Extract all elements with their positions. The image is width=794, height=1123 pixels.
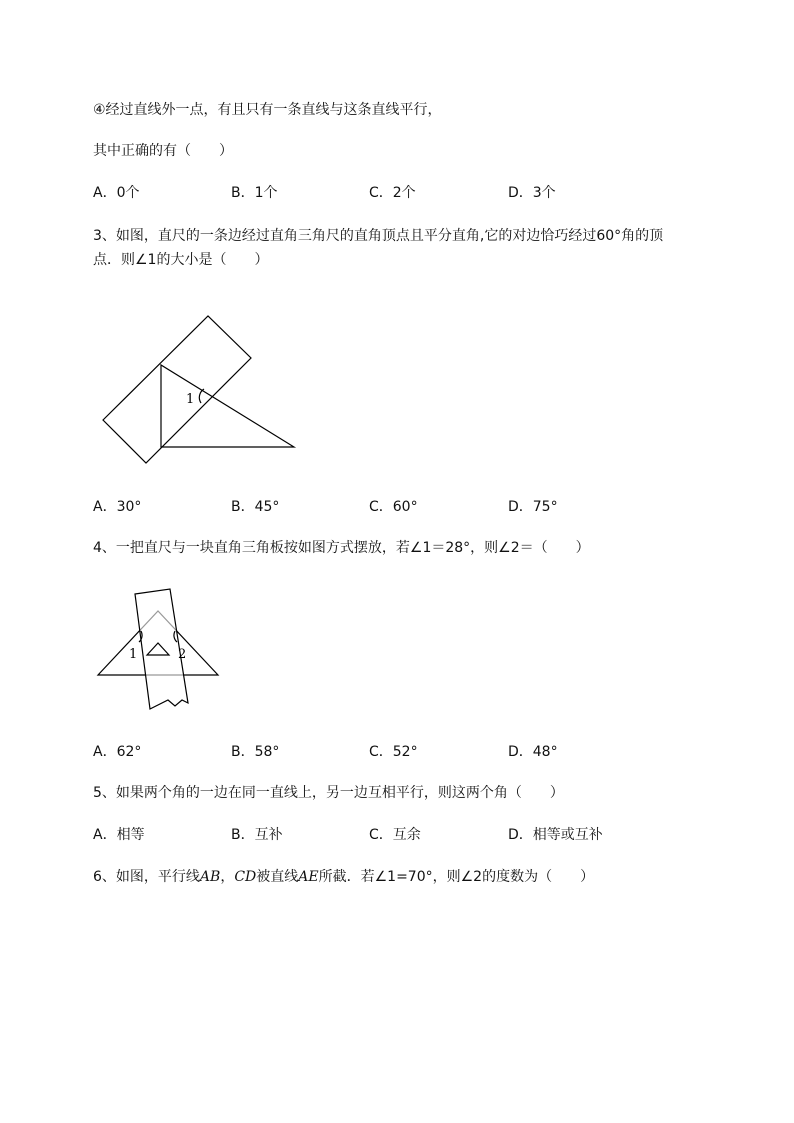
q3-angle-label: 1 — [186, 392, 195, 407]
q2-prompt: 其中正确的有（ ） — [93, 143, 233, 159]
q6-line-ae: AE — [298, 869, 319, 885]
q6-line-ab: AB — [199, 869, 221, 885]
q5-option-d[interactable]: D．相等或互补 — [508, 827, 603, 843]
q4-angle-label-2: 2 — [178, 647, 187, 662]
q4-angle-label-1: 1 — [129, 647, 138, 662]
q5-option-c[interactable]: C．互余 — [369, 827, 421, 843]
q4-option-c[interactable]: C．52° — [369, 744, 418, 760]
q3-triangle — [161, 365, 294, 447]
q5-option-a[interactable]: A．相等 — [93, 827, 145, 843]
q6-text — [93, 867, 594, 887]
q3-option-d[interactable]: D．75° — [508, 499, 558, 515]
q4-option-b[interactable]: B．58° — [231, 744, 280, 760]
q2-option-c[interactable]: C．2个 — [369, 185, 416, 201]
q4-option-a[interactable]: A．62° — [93, 744, 142, 760]
q5-option-b[interactable]: B．互补 — [231, 827, 283, 843]
q2-options — [93, 183, 713, 203]
q4-options — [93, 742, 713, 762]
q3-option-b[interactable]: B．45° — [231, 499, 280, 515]
q6-text-part1: 6、如图，平行线 — [93, 869, 200, 885]
q6-text-part3: 所截．若∠1=70°，则∠2的度数为（ ） — [318, 869, 595, 885]
q2-option-a[interactable]: A．0个 — [93, 185, 140, 201]
q2-option-d[interactable]: D．3个 — [508, 185, 556, 201]
q5-options — [93, 825, 713, 845]
q4-figure — [95, 585, 225, 715]
q4-option-d[interactable]: D．48° — [508, 744, 558, 760]
q3-text-line2: 点．则∠1的大小是（ ） — [93, 252, 269, 268]
q3-option-a[interactable]: A．30° — [93, 499, 142, 515]
q6-line-cd: CD — [234, 869, 257, 885]
q4-text: 4、一把直尺与一块直角三角板按如图方式摆放，若∠1＝28°，则∠2＝（ ） — [93, 540, 590, 556]
q3-ruler — [103, 316, 251, 463]
q3-text-line1: 3、如图，直尺的一条边经过直角三角尺的直角顶点且平分直角,它的对边恰巧经过60°角的顶 — [93, 228, 664, 244]
q3-figure — [95, 310, 305, 470]
q6-text-part2: 被直线 — [256, 869, 299, 885]
q2-statement-4: ④经过直线外一点，有且只有一条直线与这条直线平行， — [93, 102, 442, 118]
q2-option-b[interactable]: B．1个 — [231, 185, 278, 201]
q6-separator: ， — [220, 869, 235, 885]
q3-option-c[interactable]: C．60° — [369, 499, 418, 515]
q5-text: 5、如果两个角的一边在同一直线上，另一边互相平行，则这两个角（ ） — [93, 785, 564, 801]
q3-options — [93, 497, 713, 517]
